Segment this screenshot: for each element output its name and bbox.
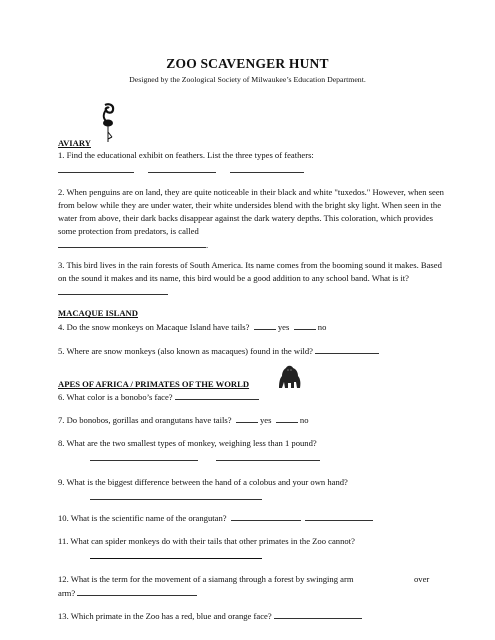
question-12-text-end: over [414,574,430,584]
section-header-aviary: AVIARY [58,138,91,148]
question-10-text: 10. What is the scientific name of the orangutan? [58,513,227,523]
answer-blank-no[interactable] [276,413,298,423]
question-8: 8. What are the two smallest types of monkey, weighing less than 1 pound? [58,438,317,448]
answer-blank[interactable] [58,238,206,248]
question-5-text: 5. Where are snow monkeys (also known as macaques) found in the wild? [58,346,313,356]
answer-blank[interactable] [315,344,379,354]
answer-blank[interactable] [175,390,259,400]
answer-blank-yes[interactable] [236,413,258,423]
answer-blank[interactable] [148,163,216,173]
question-12 [58,573,448,586]
question-2 [58,186,448,238]
answer-lines-1 [58,163,448,177]
answer-blank[interactable] [58,163,134,173]
choice-yes: yes [259,415,272,425]
question-10 [58,511,448,525]
answer-blank[interactable] [274,609,362,619]
question-4-text: 4. Do the snow monkeys on Macaque Island have tails? [58,322,250,332]
answer-blank-yes[interactable] [254,320,276,330]
page-subtitle: Designed by the Zoological Society of Milwaukee’s Education Department. [129,75,366,84]
question-3 [58,259,448,299]
choice-no: no [299,415,309,425]
choice-no: no [317,322,327,332]
question-5 [58,344,448,358]
answer-blank[interactable] [231,511,301,521]
question-12-answer [58,586,448,600]
answer-blank[interactable] [305,511,373,521]
question-13 [58,609,448,623]
question-9: 9. What is the biggest difference between the hand of a colobus and your own hand? [58,477,348,487]
answer-blank-no[interactable] [294,320,316,330]
answer-line-2: . [58,238,448,252]
question-13-text: 13. Which primate in the Zoo has a red, blue and orange face? [58,611,272,621]
section-header-macaque-island: MACAQUE ISLAND [58,308,138,318]
flamingo-icon [95,102,119,144]
question-11: 11. What can spider monkeys do with their tails that other primates in the Zoo cannot? [58,536,355,546]
question-2-text: 2. When penguins are on land, they are quite noticeable in their black and white "tuxedos." However, when seen from below while they are under water, their white undersides blend with the bright sky light. When seen in the water from above, their dark backs disappear against the dark watery depths. This coloration, which provides some protection from predators, is called [58,187,444,236]
answer-blank[interactable] [90,451,198,461]
gorilla-icon [278,364,302,390]
question-1: 1. Find the educational exhibit on feathers. List the three types of feathers: [58,150,314,160]
answer-line-9 [58,490,448,504]
question-12-text: 12. What is the term for the movement of a siamang through a forest by swinging arm [58,574,354,584]
answer-blank[interactable] [58,285,168,295]
answer-blank[interactable] [90,490,262,500]
question-7 [58,413,448,427]
question-4 [58,320,448,334]
question-6-text: 6. What color is a bonobo’s face? [58,392,173,402]
answer-line-11 [58,549,448,563]
question-12-text-tail: arm? [58,588,76,598]
question-3-text: 3. This bird lives in the rain forests of South America. Its name comes from the booming sound it makes. Based on the sound it makes and its name, this bird would be a good addition to any school band. What is it? [58,260,442,283]
answer-blank[interactable] [216,451,320,461]
question-7-text: 7. Do bonobos, gorillas and orangutans have tails? [58,415,232,425]
page-title: ZOO SCAVENGER HUNT [166,56,329,71]
question-6 [58,390,448,404]
answer-blank[interactable] [90,549,262,559]
answer-blank[interactable] [77,586,197,596]
choice-yes: yes [277,322,290,332]
answer-lines-8 [58,451,448,465]
answer-blank[interactable] [230,163,304,173]
section-header-apes-primates: APES OF AFRICA / PRIMATES OF THE WORLD [58,379,250,389]
